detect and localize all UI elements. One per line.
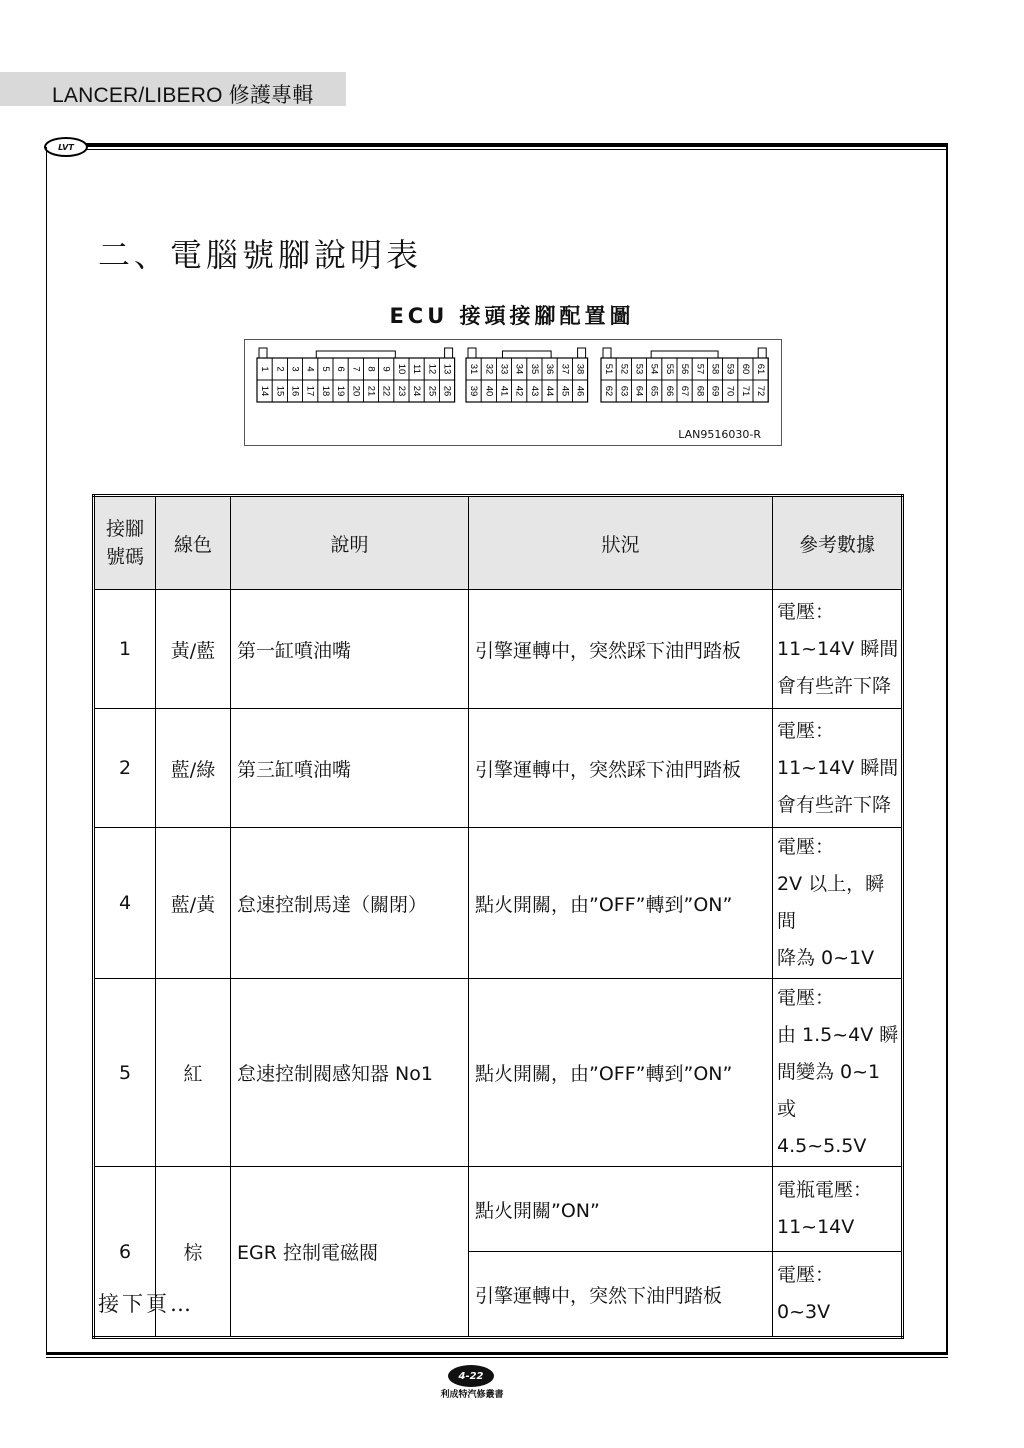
ref-line: 4.5~5.5V [777, 1135, 867, 1157]
bottom-rule [46, 1352, 948, 1355]
cell-ref [773, 1167, 903, 1252]
connector-block [466, 348, 588, 402]
pin-number: 72 [755, 385, 767, 397]
connector-latch [578, 348, 586, 358]
pin-number: 66 [663, 385, 675, 397]
pin-number: 21 [365, 385, 377, 397]
pin-number: 23 [395, 385, 407, 397]
pin-number: 71 [739, 385, 751, 397]
connector-latch [758, 348, 766, 358]
table-row [94, 828, 903, 979]
pin-number: 8 [365, 366, 377, 372]
pin-number: 6 [335, 366, 347, 372]
ref-line: 電壓： [777, 836, 835, 858]
connector-block [601, 348, 768, 402]
top-rule-thin [46, 149, 948, 150]
pin-number: 10 [395, 363, 407, 375]
ref-line: 電壓： [777, 1264, 835, 1286]
pin-number: 2 [274, 366, 286, 372]
pin-number: 38 [574, 363, 586, 375]
cell-desc: EGR 控制電磁閥 [231, 1167, 469, 1338]
logo-text: LVT [58, 142, 74, 152]
pin-number: 14 [259, 385, 271, 397]
pin-number: 40 [483, 385, 495, 397]
pin-number: 62 [603, 385, 615, 397]
pin-number: 51 [603, 363, 615, 375]
header-pin-line1: 接腳 [105, 518, 144, 540]
pin-number: 52 [618, 363, 630, 375]
ref-line: 電壓： [777, 600, 835, 623]
pin-number: 4 [304, 366, 316, 372]
cell-pin: 2 [94, 709, 156, 828]
continue-note: 接下頁… [98, 1292, 194, 1316]
cell-desc: 怠速控制馬達（關閉） [231, 828, 469, 979]
cell-ref [773, 828, 903, 979]
cell-cond: 引擎運轉中，突然下油門踏板 [469, 1252, 773, 1338]
connector-latch [445, 348, 453, 358]
pin-number: 20 [350, 385, 362, 397]
cell-color: 藍/黃 [156, 828, 231, 979]
pin-number: 33 [498, 363, 510, 375]
pin-number: 7 [350, 366, 362, 372]
pin-number: 13 [441, 363, 453, 375]
pin-number: 54 [648, 363, 660, 375]
pin-number: 12 [426, 363, 438, 375]
header-desc: 說明 [231, 496, 469, 590]
ref-line: 電壓： [777, 719, 835, 742]
cell-pin: 4 [94, 828, 156, 979]
cell-color: 黃/藍 [156, 590, 231, 709]
ref-line: 電壓： [777, 987, 835, 1009]
ref-line: 降為 0~1V [777, 947, 875, 969]
ref-line: 2V 以上，瞬間 [777, 873, 885, 932]
top-rule [46, 143, 948, 147]
pin-number: 44 [544, 385, 556, 397]
pin-number: 5 [319, 366, 331, 372]
pin-number: 24 [411, 385, 423, 397]
cell-pin: 5 [94, 979, 156, 1167]
pin-number: 60 [739, 363, 751, 375]
ref-line: 11~14V 瞬間 [777, 637, 899, 660]
pin-number: 17 [304, 385, 316, 397]
pin-number: 55 [663, 363, 675, 375]
cell-cond: 點火開關”ON” [469, 1167, 773, 1252]
ref-line: 電瓶電壓： [777, 1179, 873, 1201]
cell-desc: 怠速控制閥感知器 No1 [231, 979, 469, 1167]
pin-number: 37 [559, 363, 571, 375]
cell-cond: 引擎運轉中，突然踩下油門踏板 [469, 590, 773, 709]
pin-number: 19 [335, 385, 347, 397]
pin-number: 34 [513, 363, 525, 375]
pin-table [92, 494, 904, 1339]
pin-number: 69 [709, 385, 721, 397]
table-row [94, 709, 903, 828]
cell-cond: 引擎運轉中，突然踩下油門踏板 [469, 709, 773, 828]
table-row [94, 979, 903, 1167]
pin-number: 53 [633, 363, 645, 375]
cell-desc: 第一缸噴油嘴 [231, 590, 469, 709]
ref-line: 會有些許下降 [777, 793, 892, 816]
pin-number: 15 [274, 385, 286, 397]
ref-line: 11~14V [777, 1216, 855, 1238]
pin-number: 11 [411, 364, 423, 374]
connector-latch [468, 348, 476, 358]
header-title: LANCER/LIBERO 修護專輯 [52, 84, 314, 107]
cell-color: 藍/綠 [156, 709, 231, 828]
cell-pin: 6 [94, 1167, 156, 1338]
pin-number: 18 [319, 385, 331, 397]
pin-number: 58 [709, 363, 721, 375]
pin-number: 68 [694, 385, 706, 397]
header-pin-line2: 號碼 [105, 546, 144, 568]
connector-key [502, 351, 551, 358]
cell-ref [773, 709, 903, 828]
diagram-title: ECU 接頭接腳配置圖 [389, 304, 635, 328]
header-color: 線色 [156, 496, 231, 590]
ecu-connector-diagram [244, 339, 782, 446]
cell-color: 紅 [156, 979, 231, 1167]
pin-number: 45 [559, 385, 571, 397]
pin-number: 43 [528, 385, 540, 397]
cell-cond: 點火開關，由”OFF”轉到”ON” [469, 979, 773, 1167]
pin-number: 63 [618, 385, 630, 397]
pin-number: 56 [679, 363, 691, 375]
ref-line: 會有些許下降 [777, 674, 892, 697]
pin-number: 64 [633, 385, 645, 397]
ref-line: 0~3V [777, 1301, 831, 1323]
pin-number: 42 [513, 385, 525, 397]
cell-pin: 1 [94, 590, 156, 709]
cell-cond: 點火開關，由”OFF”轉到”ON” [469, 828, 773, 979]
cell-ref [773, 590, 903, 709]
cell-ref [773, 979, 903, 1167]
header-ref: 參考數據 [773, 496, 903, 590]
connector-latch [259, 348, 267, 358]
cell-ref [773, 1252, 903, 1338]
header-pin [94, 496, 156, 590]
connector-key [316, 351, 395, 358]
table-header-row [94, 496, 903, 590]
pin-number: 39 [468, 385, 480, 397]
publisher-name: 利成特汽修叢書 [440, 1390, 504, 1400]
pin-number: 22 [380, 385, 392, 397]
pin-number: 3 [289, 366, 301, 372]
pin-number: 25 [426, 385, 438, 397]
connector-block [257, 348, 455, 402]
pin-number: 32 [483, 363, 495, 375]
header-cond: 狀況 [469, 496, 773, 590]
pin-number: 1 [259, 366, 271, 372]
pin-number: 35 [528, 363, 540, 375]
pin-number: 70 [724, 385, 736, 397]
pin-number: 61 [755, 363, 767, 375]
pin-number: 16 [289, 385, 301, 397]
table-row [94, 590, 903, 709]
pin-number: 9 [380, 366, 392, 372]
diagram-code: LAN9516030-R [678, 428, 761, 441]
pin-number: 46 [574, 385, 586, 397]
pin-number: 67 [679, 385, 691, 397]
pin-number: 57 [694, 363, 706, 375]
pin-number: 36 [544, 363, 556, 375]
page-number: 4-22 [458, 1370, 484, 1382]
publisher-logo [44, 137, 88, 157]
page-number-badge [448, 1365, 494, 1387]
ref-line: 11~14V 瞬間 [777, 756, 899, 779]
connector-latch [603, 348, 611, 358]
pin-number: 26 [441, 385, 453, 397]
ref-line: 間變為 0~1 或 [777, 1061, 881, 1120]
section-title: 二、電腦號腳說明表 [98, 236, 423, 274]
pin-number: 31 [468, 363, 480, 375]
bottom-rule-thin [46, 1357, 948, 1358]
ref-line: 由 1.5~4V 瞬 [777, 1024, 899, 1046]
pin-number: 41 [498, 385, 510, 397]
pin-number: 65 [648, 385, 660, 397]
table-row [94, 1167, 903, 1252]
cell-desc: 第三缸噴油嘴 [231, 709, 469, 828]
pin-number: 59 [724, 363, 736, 375]
cell-color: 棕 [156, 1167, 231, 1338]
connector-key [651, 351, 718, 358]
